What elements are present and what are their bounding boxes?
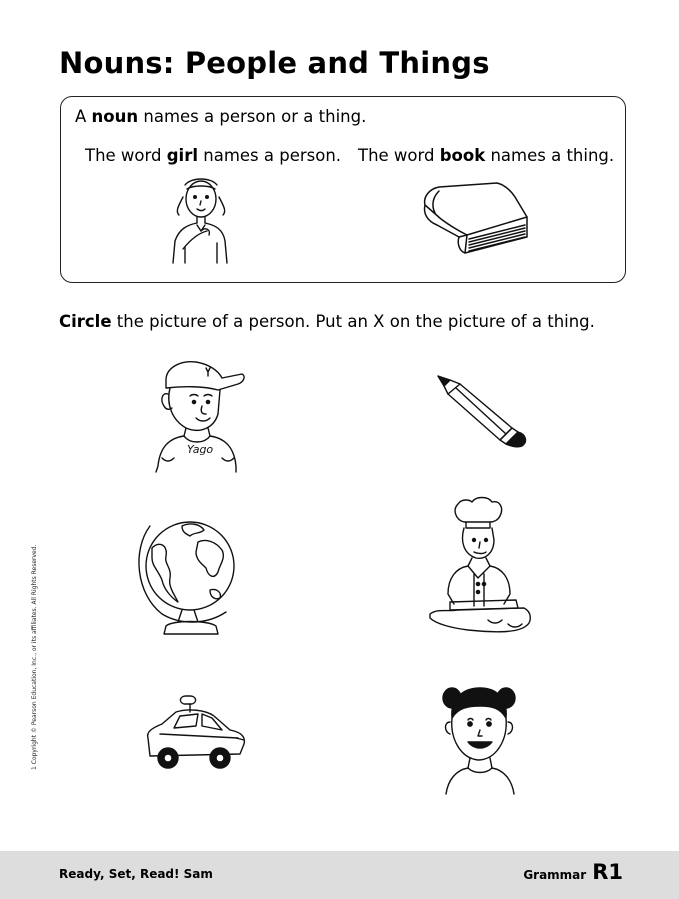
pencil-icon[interactable] xyxy=(436,374,530,448)
example-pre: The word xyxy=(85,146,167,165)
toy-car-icon[interactable] xyxy=(140,694,250,776)
instruction-rest: the picture of a person. Put an X on the picture of a thing. xyxy=(111,312,595,331)
shirt-text: Yago xyxy=(187,443,214,456)
boy-yago-icon[interactable] xyxy=(152,358,248,476)
copyright-notice: 1 Copyright © Pearson Education, Inc., or its affiliates. All Rights Reserved. xyxy=(31,544,38,770)
definition-term: noun xyxy=(91,107,139,126)
definition-post: names a person or a thing. xyxy=(138,107,367,126)
footer-section: Grammar xyxy=(523,868,587,882)
example-word: girl xyxy=(166,146,199,165)
page-title: Nouns: People and Things xyxy=(59,46,490,80)
example-word: book xyxy=(439,146,486,165)
footer-bar xyxy=(0,851,679,899)
definition-box xyxy=(60,96,626,283)
example-girl-text xyxy=(85,146,341,165)
footer-book-title: Ready, Set, Read! Sam xyxy=(59,867,213,881)
book-icon xyxy=(419,181,531,257)
globe-icon[interactable] xyxy=(138,510,248,640)
girl-icon xyxy=(161,175,241,265)
definition-pre: A xyxy=(75,107,92,126)
example-pre: The word xyxy=(358,146,440,165)
girl-face-icon[interactable] xyxy=(438,682,520,796)
instruction-text xyxy=(59,312,595,331)
definition-text xyxy=(75,107,366,126)
instruction-verb: Circle xyxy=(59,312,112,331)
footer-label xyxy=(523,860,623,884)
example-post: names a thing. xyxy=(485,146,615,165)
chef-icon[interactable] xyxy=(428,494,536,638)
example-book-text xyxy=(358,146,614,165)
example-post: names a person. xyxy=(198,146,342,165)
footer-code: R1 xyxy=(592,860,623,884)
